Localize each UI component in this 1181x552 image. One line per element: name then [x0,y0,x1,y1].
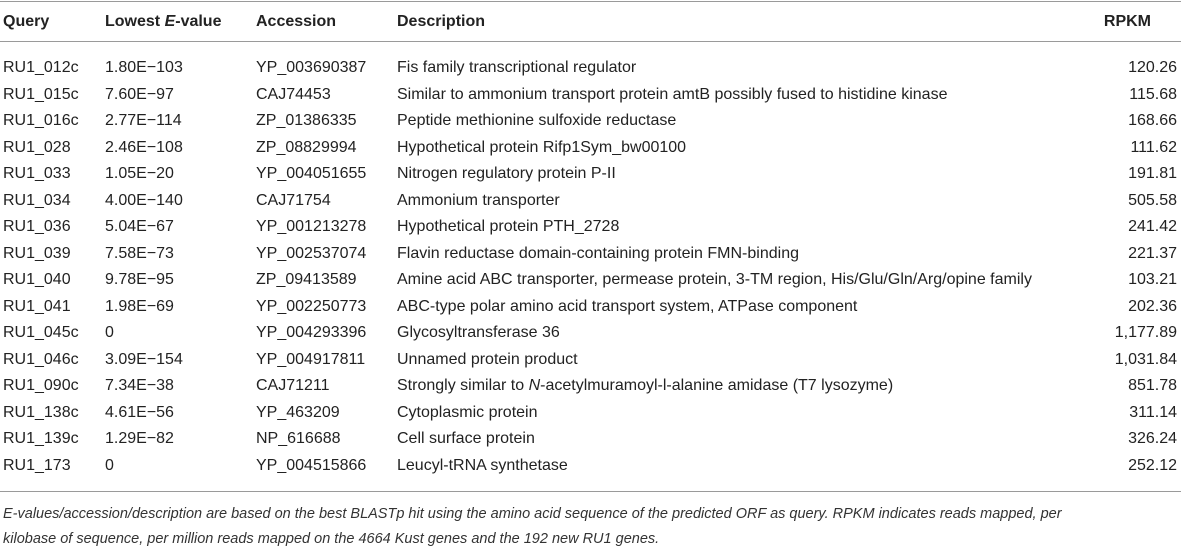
cell-query: RU1_045c [3,324,79,341]
table-header-row [0,8,1181,36]
table-row [0,241,1181,268]
cell-rpkm: 241.42 [1128,218,1177,235]
cell-accession: YP_002250773 [256,297,367,315]
cell-accession: YP_002537074 [256,244,367,262]
cell-query: RU1_012c [3,59,79,76]
cell-evalue: 1.98E−69 [105,297,174,315]
table-row [0,161,1181,188]
cell-accession: ZP_08829994 [256,138,357,156]
header-description: Description [397,13,486,30]
description-text-italic: N [528,377,541,394]
cell-accession: ZP_09413589 [256,271,357,288]
cell-rpkm: 120.26 [1128,59,1177,76]
table-row [0,108,1181,135]
cell-evalue: 2.77E−114 [105,112,182,129]
cell-evalue: 5.04E−67 [105,218,174,235]
header-rpkm: RPKM [1103,13,1151,30]
table-row [0,453,1181,480]
cell-query: RU1_040 [3,271,71,288]
cell-evalue: 1.29E−82 [105,430,174,447]
table-row [0,82,1181,109]
cell-query: RU1_015c [3,85,79,103]
cell-rpkm: 168.66 [1128,112,1177,129]
cell-description: Cell surface protein [397,430,535,447]
cell-accession: YP_463209 [256,403,340,421]
cell-rpkm: 311.14 [1129,403,1177,421]
table-row [0,188,1181,215]
cell-evalue: 2.46E−108 [105,138,183,156]
cell-description: Glycosyltransferase 36 [397,324,560,341]
cell-evalue: 9.78E−95 [105,271,174,288]
cell-description: Cytoplasmic protein [397,403,538,421]
cell-query: RU1_046c [3,350,79,368]
description-text-post: -acetylmuramoyl-l-alanine amidase (T7 lysozyme) [540,377,894,394]
header-evalue-em: E [164,13,176,30]
table-row [0,400,1181,427]
cell-evalue: 4.00E−140 [105,191,183,209]
table-row [0,214,1181,241]
cell-query: RU1_139c [3,430,79,447]
cell-evalue: 7.34E−38 [105,377,174,394]
table-header-rule [0,41,1181,42]
cell-description: Unnamed protein product [397,350,578,368]
cell-query: RU1_028 [3,138,71,156]
table-row [0,320,1181,347]
cell-rpkm: 111.62 [1130,138,1177,156]
table-row [0,267,1181,294]
cell-rpkm: 505.58 [1128,191,1177,209]
cell-description: Hypothetical protein Rifp1Sym_bw00100 [397,138,687,156]
cell-rpkm: 115.68 [1129,85,1177,103]
cell-rpkm: 1,031.84 [1114,350,1177,368]
cell-evalue: 1.80E−103 [105,59,183,76]
footnote-line-2: kilobase of sequence, per million reads mapped on the 4664 Kust genes and the 192 new RU1 genes. [3,531,660,547]
table-row [0,55,1181,82]
cell-evalue: 1.05E−20 [105,165,174,182]
header-lowest-evalue [105,8,221,36]
cell-evalue: 7.60E−97 [105,85,174,103]
cell-evalue: 0 [105,324,114,341]
cell-rpkm: 851.78 [1128,377,1177,394]
cell-query: RU1_173 [3,456,71,474]
cell-query: RU1_034 [3,191,71,209]
cell-accession: CAJ71211 [256,377,330,394]
cell-rpkm: 326.24 [1128,430,1177,447]
table-row [0,426,1181,453]
cell-rpkm: 103.21 [1128,271,1177,288]
cell-evalue: 3.09E−154 [105,350,183,368]
table-bottom-rule [0,491,1181,492]
cell-accession: YP_004917811 [256,350,366,368]
table-top-rule [0,1,1181,2]
cell-description: Fis family transcriptional regulator [397,59,637,76]
cell-query: RU1_138c [3,403,79,421]
cell-accession: YP_001213278 [256,218,367,235]
cell-rpkm: 221.37 [1128,244,1177,262]
header-evalue-suffix: -value [175,13,222,30]
cell-accession: ZP_01386335 [256,112,357,129]
cell-description: ABC-type polar amino acid transport system, ATPase component [397,297,858,315]
cell-query: RU1_016c [3,112,79,129]
cell-accession: YP_004293396 [256,324,367,341]
cell-description: Similar to ammonium transport protein amtB possibly fused to histidine kinase [397,85,948,103]
cell-accession: YP_003690387 [256,59,367,76]
description-text-pre: Strongly similar to [397,377,529,394]
cell-description: Peptide methionine sulfoxide reductase [397,112,677,129]
cell-rpkm: 1,177.89 [1114,324,1177,341]
cell-evalue: 0 [105,456,114,474]
cell-query: RU1_033 [3,165,71,182]
cell-accession: CAJ74453 [256,85,331,103]
header-query: Query [3,13,50,30]
table-row [0,294,1181,321]
cell-description [397,373,893,400]
cell-query: RU1_090c [3,377,79,394]
header-evalue-prefix: Lowest [105,13,165,30]
cell-description: Nitrogen regulatory protein P-II [397,165,616,182]
cell-evalue: 7.58E−73 [105,244,174,262]
cell-description: Amine acid ABC transporter, permease protein, 3-TM region, His/Glu/Gln/Arg/opine family [397,271,1032,288]
cell-rpkm: 202.36 [1128,297,1177,315]
header-accession: Accession [256,13,337,30]
table-row [0,347,1181,374]
table-body [0,55,1181,479]
cell-query: RU1_039 [3,244,71,262]
table-footnote [3,502,1179,552]
cell-accession: YP_004051655 [256,165,367,182]
cell-rpkm: 252.12 [1128,456,1177,474]
footnote-line-1: E-values/accession/description are based on the best BLASTp hit using the amino acid sequence of the predicted ORF as query. RPKM indicates reads mapped, per [3,506,1062,522]
table-row [0,373,1181,400]
cell-rpkm: 191.81 [1128,165,1177,182]
cell-accession: CAJ71754 [256,191,331,209]
cell-accession: YP_004515866 [256,456,367,474]
table-row [0,135,1181,162]
cell-description: Hypothetical protein PTH_2728 [397,218,620,235]
cell-description: Leucyl-tRNA synthetase [397,456,568,474]
cell-description: Flavin reductase domain-containing protein FMN-binding [397,244,799,262]
cell-evalue: 4.61E−56 [105,403,174,421]
cell-accession: NP_616688 [256,430,341,447]
cell-description: Ammonium transporter [397,191,560,209]
cell-query: RU1_041 [3,297,71,315]
cell-query: RU1_036 [3,218,71,235]
